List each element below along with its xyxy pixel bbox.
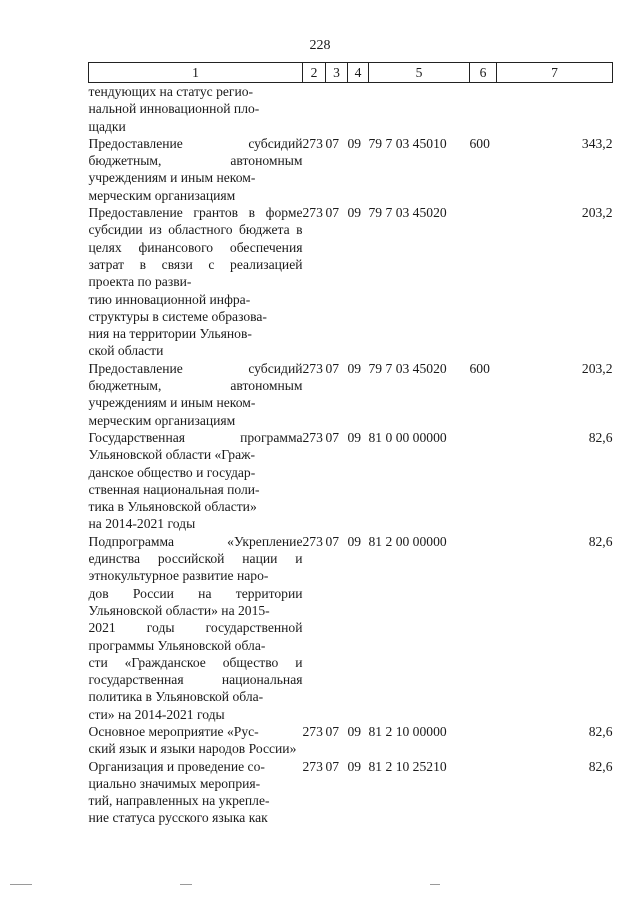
table-row bbox=[89, 83, 613, 135]
row-code-expense-type bbox=[470, 83, 497, 135]
row-code-target: 81 0 00 00000 bbox=[368, 429, 447, 445]
row-code-expense-type bbox=[470, 204, 497, 360]
row-code-section: 07 bbox=[325, 205, 340, 221]
scan-artifact-mark bbox=[10, 884, 32, 885]
row-code-ministry: 273 bbox=[302, 429, 323, 445]
row-amount: 82,6 bbox=[588, 533, 613, 549]
header-col-6: 6 bbox=[470, 63, 497, 83]
row-code-subsection bbox=[348, 83, 369, 135]
row-amount: 82,6 bbox=[588, 758, 613, 774]
row-code-section: 07 bbox=[325, 429, 340, 445]
row-description: Организация и проведение со- циально значимых мероприя- тий, направленных на укрепле- ние статуса русского языка как bbox=[88, 758, 270, 826]
row-amount: 203,2 bbox=[581, 205, 613, 221]
row-code-target: 81 2 00 00000 bbox=[368, 533, 447, 549]
table-row bbox=[89, 723, 613, 758]
row-code-subsection: 09 bbox=[347, 429, 362, 445]
row-code-expense-type bbox=[470, 533, 497, 723]
row-code-expense-type bbox=[470, 723, 497, 758]
table-row bbox=[89, 429, 613, 533]
table-row bbox=[89, 360, 613, 429]
row-code-ministry: 273 bbox=[302, 533, 323, 549]
row-code-subsection: 09 bbox=[347, 135, 362, 151]
table-header-row bbox=[89, 63, 613, 83]
row-code-ministry: 273 bbox=[302, 205, 323, 221]
row-amount: 82,6 bbox=[588, 723, 613, 739]
row-code-subsection: 09 bbox=[347, 360, 362, 376]
row-description: Предоставление субсидий бюджетным, автономным учреждениям и иным неком- мерческим организациям bbox=[88, 360, 303, 428]
row-code-section: 07 bbox=[325, 360, 340, 376]
header-col-1: 1 bbox=[89, 63, 303, 83]
row-description: Предоставление грантов в форме субсидии из областного бюджета в целях финансового обеспечения затрат в связи с реализацией проекта по разви- тию инновационной инфра- структуры в системе образова- ния на территории Ульянов- ской области bbox=[88, 205, 303, 359]
page-number: 228 bbox=[309, 38, 331, 53]
row-code-target: 79 7 03 45020 bbox=[368, 360, 447, 376]
table-body bbox=[89, 83, 613, 827]
table-row bbox=[89, 135, 613, 204]
header-col-2: 2 bbox=[303, 63, 326, 83]
row-code-expense-type bbox=[470, 758, 497, 827]
header-col-5: 5 bbox=[369, 63, 470, 83]
row-code-section: 07 bbox=[325, 723, 340, 739]
scan-artifact-mark bbox=[430, 884, 440, 885]
table-row bbox=[89, 758, 613, 827]
row-code-expense-type: 600 bbox=[469, 135, 490, 151]
row-code-ministry: 273 bbox=[302, 758, 323, 774]
row-code-section bbox=[326, 83, 348, 135]
row-description: Предоставление субсидий бюджетным, автономным учреждениям и иным неком- мерческим организациям bbox=[88, 135, 303, 203]
row-code-target: 81 2 10 25210 bbox=[368, 758, 447, 774]
row-code-subsection: 09 bbox=[347, 723, 362, 739]
row-description: Государственная программа Ульяновской области «Граж- данское общество и государ- ственная национальная поли- тика в Ульяновской области» на 2014-2021 годы bbox=[88, 429, 303, 532]
row-code-subsection: 09 bbox=[347, 533, 362, 549]
row-code-target: 79 7 03 45020 bbox=[368, 205, 447, 221]
row-code-ministry: 273 bbox=[302, 360, 323, 376]
row-code-section: 07 bbox=[325, 533, 340, 549]
header-col-3: 3 bbox=[326, 63, 348, 83]
row-code-section: 07 bbox=[325, 135, 340, 151]
row-code-target: 79 7 03 45010 bbox=[368, 135, 447, 151]
row-code-target: 81 2 10 00000 bbox=[368, 723, 447, 739]
row-code-ministry: 273 bbox=[302, 135, 323, 151]
row-description: тендующих на статус регио- нальной инновационной пло- щадки bbox=[88, 84, 260, 134]
budget-table bbox=[88, 62, 613, 827]
row-code-ministry bbox=[303, 83, 326, 135]
row-code-expense-type bbox=[470, 429, 497, 533]
row-amount: 82,6 bbox=[588, 429, 613, 445]
row-code-section: 07 bbox=[325, 758, 340, 774]
row-code-subsection: 09 bbox=[347, 758, 362, 774]
header-col-7: 7 bbox=[497, 63, 613, 83]
row-amount: 343,2 bbox=[581, 135, 613, 151]
row-code-ministry: 273 bbox=[302, 723, 323, 739]
row-code-subsection: 09 bbox=[347, 205, 362, 221]
row-description: Подпрограмма «Укрепление единства российской нации и этнокультурное развитие наро- дов России на территории Ульяновской области» на 2015- 2021 годы государственной программы Ульяновской обла- сти «Гражданское общество и государственная национальная политика в Ульяновской обла- сти» на 2014-2021 годы bbox=[88, 533, 303, 722]
table-row bbox=[89, 204, 613, 360]
row-amount: 203,2 bbox=[581, 360, 613, 376]
row-code-target bbox=[369, 83, 470, 135]
row-code-expense-type: 600 bbox=[469, 360, 490, 376]
row-amount bbox=[497, 83, 613, 135]
scan-artifact-mark bbox=[180, 884, 192, 885]
table-row bbox=[89, 533, 613, 723]
row-description: Основное мероприятие «Рус- ский язык и языки народов России» bbox=[88, 723, 297, 757]
header-col-4: 4 bbox=[348, 63, 369, 83]
